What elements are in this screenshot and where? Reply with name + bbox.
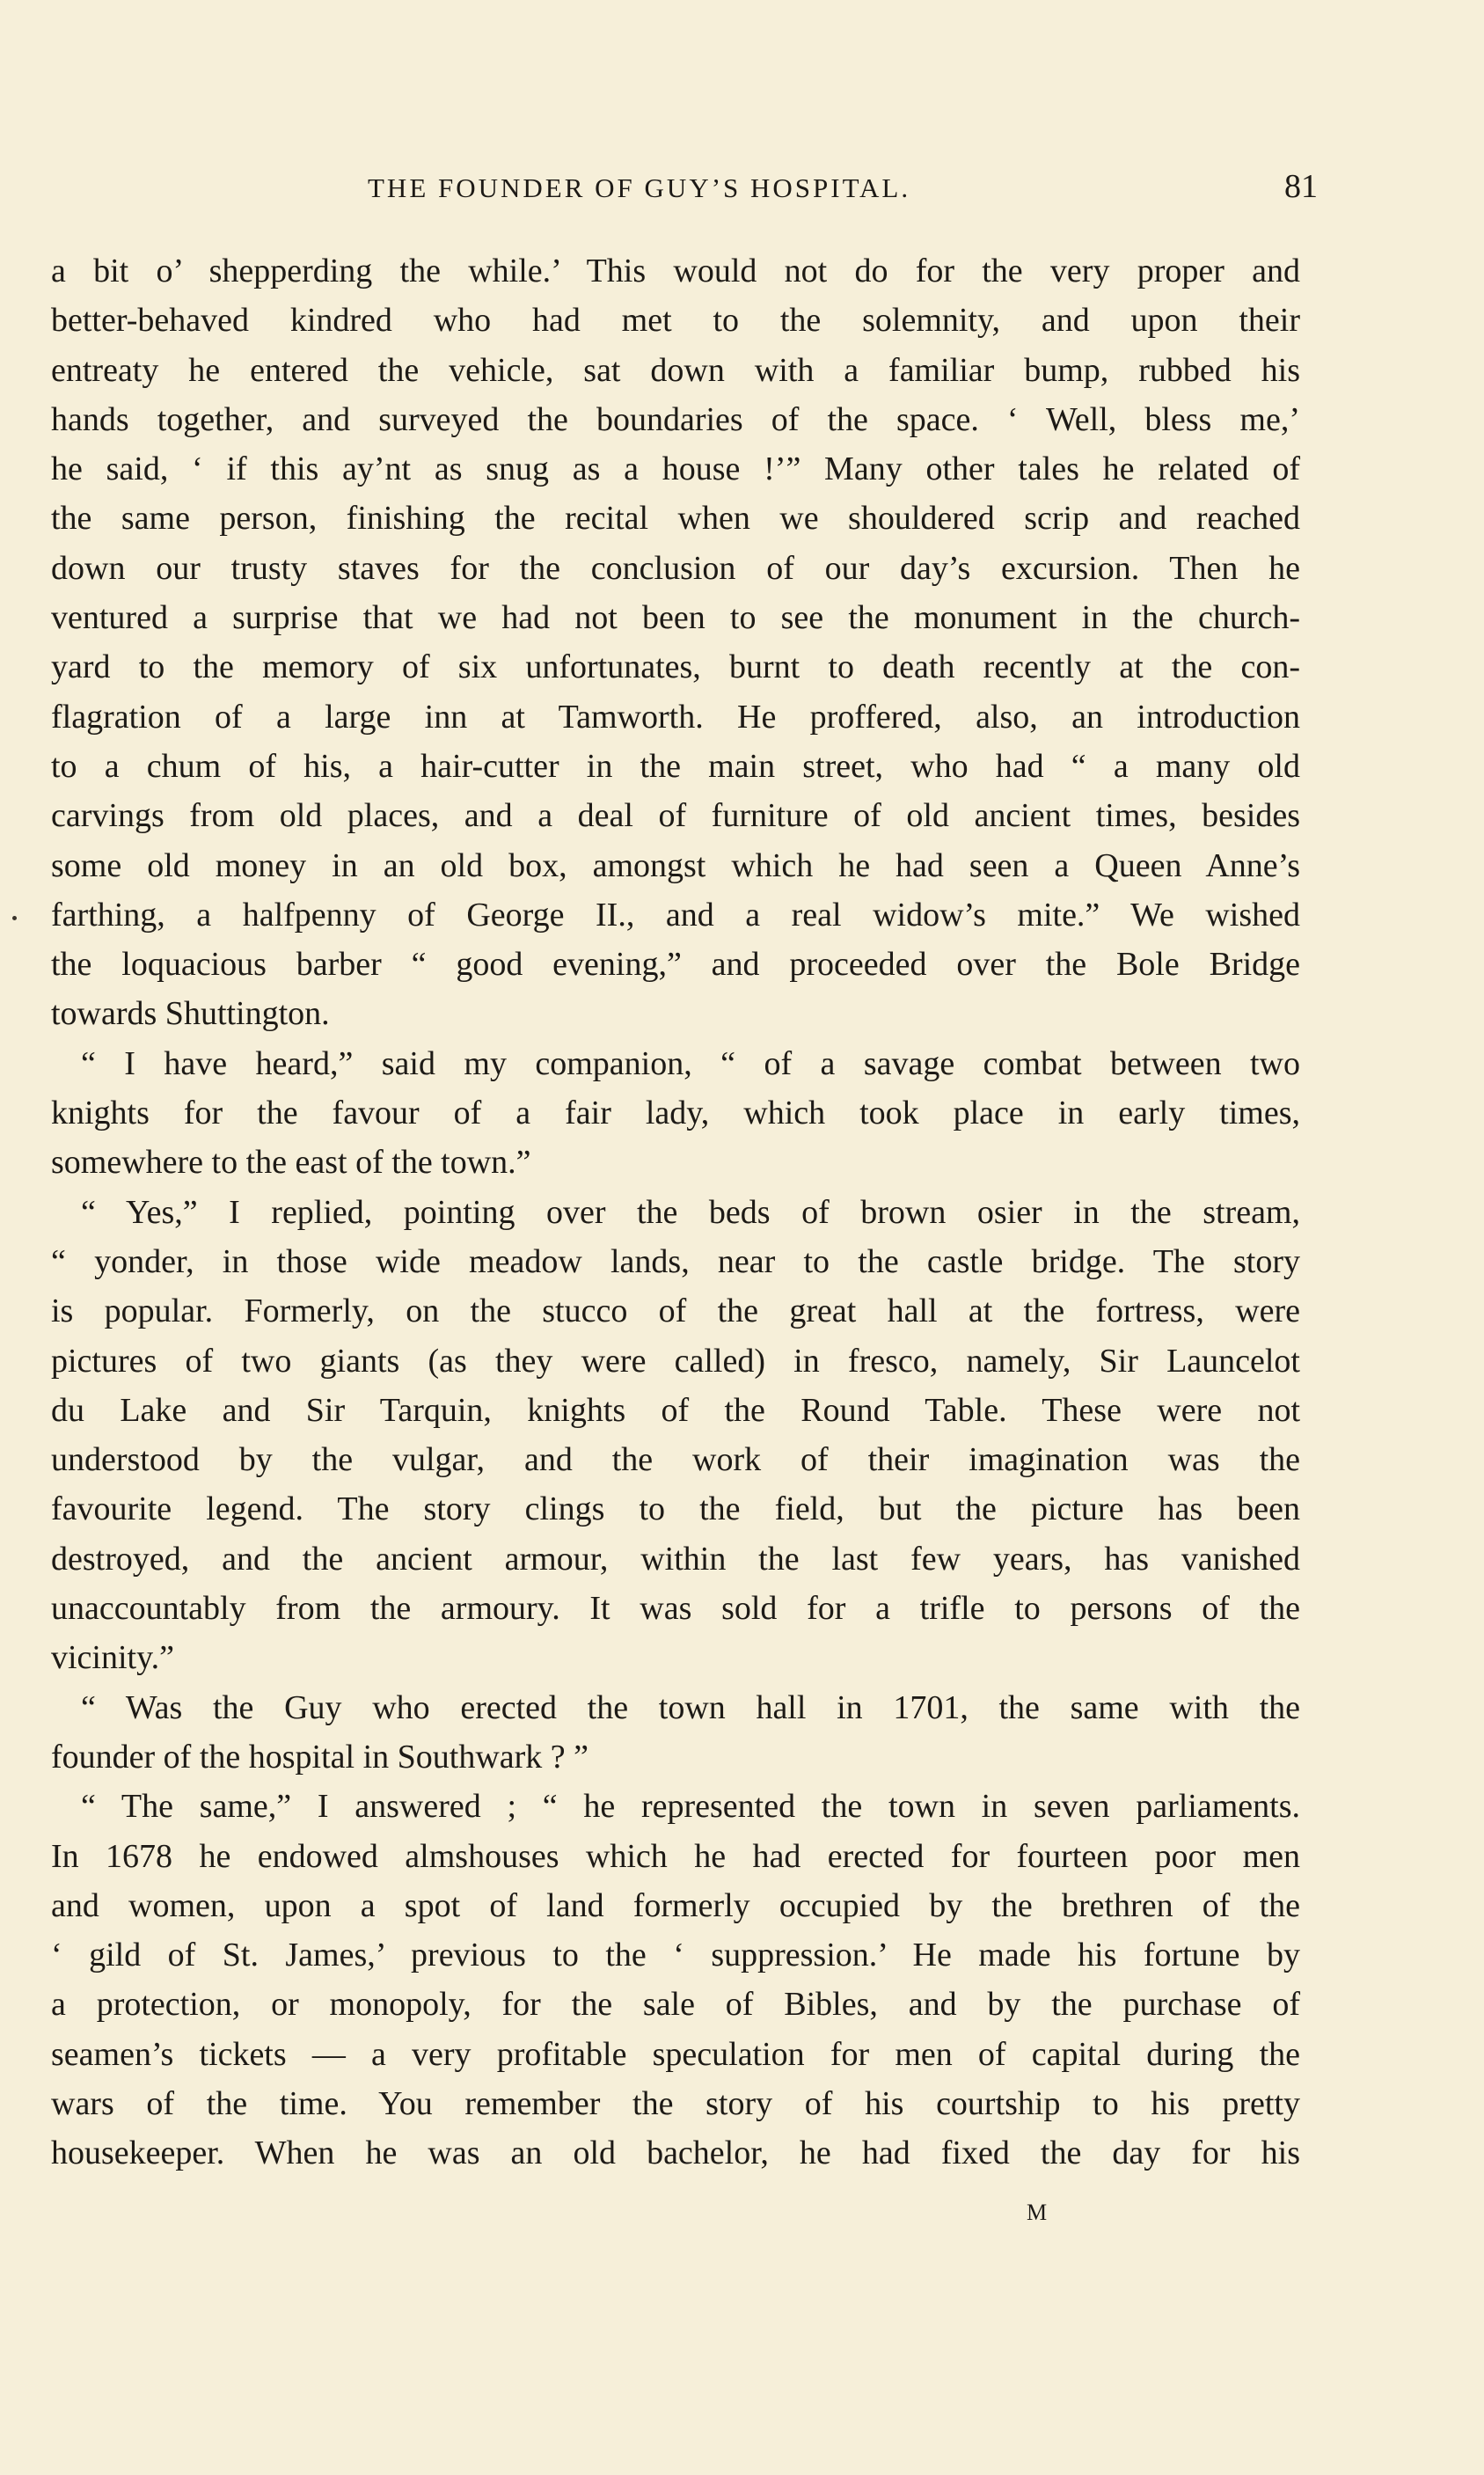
text-line: ventured a surprise that we had not been to see the monument in the church- bbox=[51, 599, 1300, 637]
text-line: he said, ‘ if this ay’nt as snug as a house !’” Many other tales he related of bbox=[51, 450, 1300, 488]
text-line: “ I have heard,” said my companion, “ of a savage combat between two bbox=[81, 1044, 1300, 1082]
text-line: flagration of a large inn at Tamworth. He proffered, also, an introduction bbox=[51, 698, 1300, 736]
text-line: “ Was the Guy who erected the town hall in 1701, the same with the bbox=[81, 1688, 1300, 1726]
text-line: towards Shuttington. bbox=[51, 995, 330, 1033]
text-line: unaccountably from the armoury. It was sold for a trifle to persons of the bbox=[51, 1590, 1300, 1628]
text-line: destroyed, and the ancient armour, within the last few years, has vanished bbox=[51, 1540, 1300, 1578]
text-line: yard to the memory of six unfortunates, burnt to death recently at the con- bbox=[51, 648, 1300, 686]
text-line: farthing, a halfpenny of George II., and a real widow’s mite.” We wished bbox=[51, 896, 1300, 934]
signature-mark: M bbox=[1027, 2200, 1049, 2225]
text-line: a protection, or monopoly, for the sale of Bibles, and by the purchase of bbox=[51, 1986, 1300, 2024]
text-line: to a chum of his, a hair-cutter in the main street, who had “ a many old bbox=[51, 747, 1300, 785]
running-head bbox=[0, 167, 1484, 220]
body-text bbox=[51, 246, 1300, 2178]
text-line: vicinity.” bbox=[51, 1639, 174, 1677]
text-line: some old money in an old box, amongst which he had seen a Queen Anne’s bbox=[51, 846, 1300, 884]
text-line: “ yonder, in those wide meadow lands, near to the castle bridge. The story bbox=[51, 1242, 1300, 1280]
text-line: and women, upon a spot of land formerly occupied by the brethren of the bbox=[51, 1886, 1300, 1924]
text-line: favourite legend. The story clings to the field, but the picture has been bbox=[51, 1490, 1300, 1528]
text-line: housekeeper. When he was an old bachelor, he had fixed the day for his bbox=[51, 2135, 1300, 2172]
text-line: “ Yes,” I replied, pointing over the beds of brown osier in the stream, bbox=[81, 1193, 1300, 1231]
running-title: THE FOUNDER OF GUY’S HOSPITAL. bbox=[368, 172, 911, 203]
text-line: hands together, and surveyed the boundaries of the space. ‘ Well, bless me,’ bbox=[51, 400, 1300, 438]
margin-speck bbox=[12, 916, 17, 920]
text-line: founder of the hospital in Southwark ? ” bbox=[51, 1738, 589, 1776]
text-line: carvings from old places, and a deal of furniture of old ancient times, besides bbox=[51, 797, 1300, 835]
page-number: 81 bbox=[1284, 168, 1318, 205]
text-line: “ The same,” I answered ; “ he represented the town in seven parliaments. bbox=[81, 1788, 1300, 1826]
text-line: better-behaved kindred who had met to the solemnity, and upon their bbox=[51, 302, 1300, 340]
text-line: seamen’s tickets — a very profitable speculation for men of capital during the bbox=[51, 2035, 1300, 2073]
text-line: down our trusty staves for the conclusion of our day’s excursion. Then he bbox=[51, 549, 1300, 587]
text-line: understood by the vulgar, and the work of their imagination was the bbox=[51, 1441, 1300, 1479]
text-line: a bit o’ shepperding the while.’ This would not do for the very proper and bbox=[51, 253, 1300, 289]
text-line: the same person, finishing the recital when we shouldered scrip and reached bbox=[51, 500, 1300, 538]
text-line: entreaty he entered the vehicle, sat down with a familiar bump, rubbed his bbox=[51, 351, 1300, 389]
text-line: du Lake and Sir Tarquin, knights of the Round Table. These were not bbox=[51, 1391, 1300, 1429]
text-line: the loquacious barber “ good evening,” and proceeded over the Bole Bridge bbox=[51, 946, 1300, 984]
text-line: somewhere to the east of the town.” bbox=[51, 1144, 531, 1182]
text-line: knights for the favour of a fair lady, which took place in early times, bbox=[51, 1095, 1300, 1132]
text-line: In 1678 he endowed almshouses which he had erected for fourteen poor men bbox=[51, 1837, 1300, 1875]
text-line: pictures of two giants (as they were called) in fresco, namely, Sir Launcelot bbox=[51, 1342, 1300, 1380]
text-line: is popular. Formerly, on the stucco of the great hall at the fortress, were bbox=[51, 1292, 1300, 1330]
text-line: wars of the time. You remember the story of his courtship to his pretty bbox=[51, 2084, 1300, 2122]
text-line: ‘ gild of St. James,’ previous to the ‘ suppression.’ He made his fortune by bbox=[51, 1937, 1300, 1974]
